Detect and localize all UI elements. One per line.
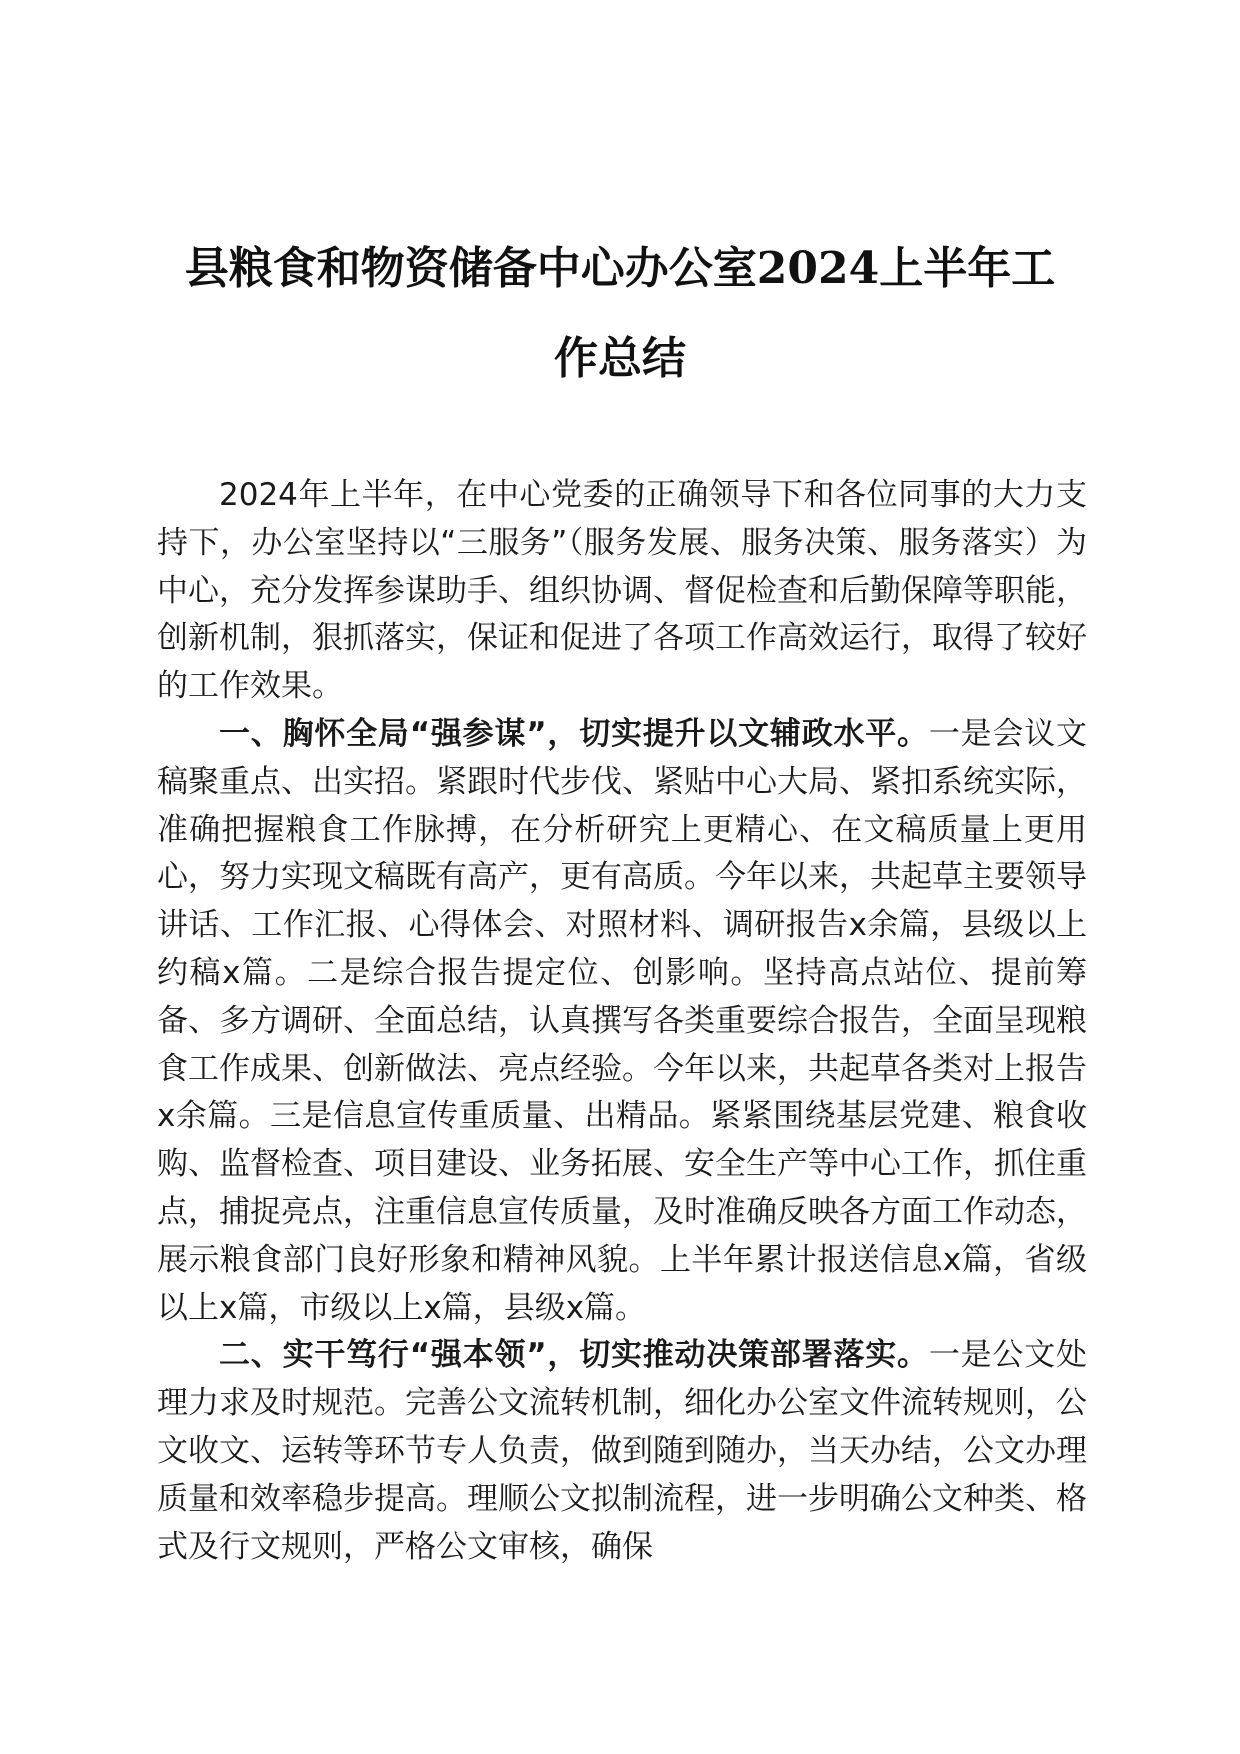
section1-text: 一是会议文稿聚重点、出实招。紧跟时代步伐、紧贴中心大局、紧扣系统实际，准确把握粮食工作脉搏，在分析研究上更精心、在文稿质量上更用心，努力实现文稿既有高产，更有高质。今年以来，共起草主要领导讲话、工作汇报、心得体会、对照材料、调研报告x余篇，县级以上约稿x篇。二是综合报告提定位、创影响。坚持高点站位、提前筹备、多方调研、全面总结，认真撰写各类重要综合报告，全面呈现粮食工作成果、创新做法、亮点经验。今年以来，共起草各类对上报告x余篇。三是信息宣传重质量、出精品。紧紧围绕基层党建、粮食收购、监督检查、项目建设、业务拓展、安全生产等中心工作，抓住重点，捕捉亮点，注重信息宣传质量，及时准确反映各方面工作动态，展示粮食部门良好形象和精神风貌。上半年累计报送信息x篇，省级以上x篇，市级以上x篇，县级x篇。 bbox=[157, 715, 1088, 1326]
document-body bbox=[157, 472, 1087, 1571]
document-title-line2: 作总结 bbox=[554, 333, 686, 384]
intro-paragraph: 2024年上半年，在中心党委的正确领导下和各位同事的大力支持下，办公室坚持以“三服务”（服务发展、服务决策、服务落实）为中心，充分发挥参谋助手、组织协调、督促检查和后勤保障等职能，创新机制，狠抓落实，保证和促进了各项工作高效运行，取得了较好的工作效果。 bbox=[157, 477, 1087, 705]
section2-text: 一是公文处理力求及时规范。完善公文流转机制，细化办公室文件流转规则，公文收文、运转等环节专人负责，做到随到随办，当天办结，公文办理质量和效率稳步提高。理顺公文拟制流程，进一步明确公文种类、格式及行文规则，严格公文审核，确保 bbox=[157, 1337, 1088, 1565]
section1-heading: 一、胸怀全局“强参谋”，切实提升以文辅政水平。 bbox=[219, 715, 929, 752]
section2-paragraph bbox=[157, 1332, 1087, 1571]
section2-heading: 二、实干笃行“强本领”，切实推动决策部署落实。 bbox=[219, 1337, 929, 1374]
document-title-line1: 县粮食和物资储备中心办公室2024上半年工 bbox=[184, 243, 1056, 294]
section1-paragraph bbox=[157, 711, 1087, 1332]
